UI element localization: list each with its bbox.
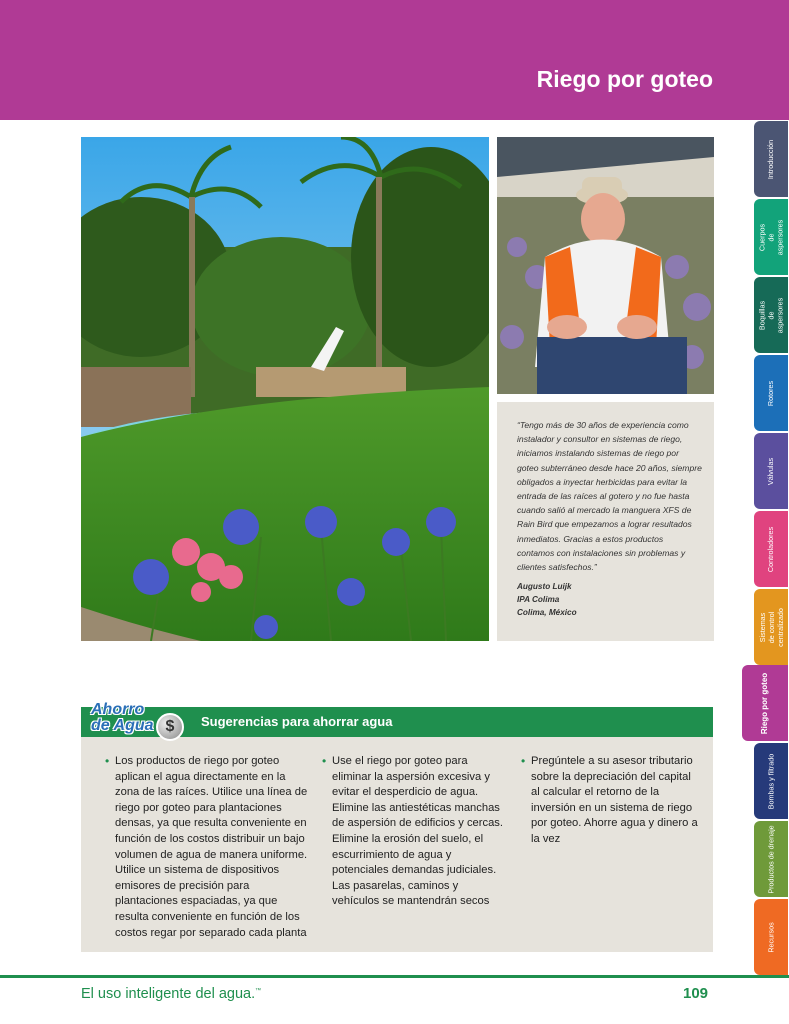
tab-sistemas-control-centralizado[interactable]: Sistemas de control centralizado [754, 589, 788, 665]
testimonial-box [497, 402, 714, 641]
testimonial-company: IPA Colima [517, 595, 560, 604]
tab-recursos[interactable]: Recursos [754, 899, 788, 975]
tab-bombas-filtrado[interactable]: Bombas y filtrado [754, 743, 788, 819]
tip-1: • Los productos de riego por goteo aplican el agua directamente en la zona de las raíces. Utilice una línea de riego por goteo para plantaciones densas, ya que resulta conveniente en función de los costos distribuir un bajo volumen de agua de manera uniforme. Utilice un sistema de dispositivos emisores de precisión para plantaciones espaciadas, ya que resulta conveniente en función de los costos regar por separado cada planta [105, 754, 308, 939]
bullet-icon: • [105, 754, 110, 768]
water-saving-section [81, 701, 713, 952]
tab-valvulas[interactable]: Válvulas [754, 433, 788, 509]
tab-boquillas-aspersores[interactable]: Boquillas de aspersores [754, 277, 788, 353]
testimonial-signature [517, 580, 577, 619]
tab-productos-drenaje[interactable]: Productos de drenaje [754, 821, 788, 897]
page-title: Riego por goteo [536, 66, 713, 92]
tab-cuerpos-aspersores[interactable]: Cuerpos de aspersores [754, 199, 788, 275]
footer-divider [0, 975, 789, 978]
page-number: 109 [683, 985, 709, 1002]
water-saving-title: Sugerencias para ahorrar agua [201, 714, 393, 729]
dollar-coin-icon: $ [156, 713, 184, 741]
tab-introduccion[interactable]: Introducción [754, 121, 788, 197]
installer-photo [497, 137, 714, 394]
testimonial-location: Colima, México [517, 608, 577, 617]
tab-riego-por-goteo[interactable]: Riego por goteo [742, 665, 788, 741]
page-header [0, 0, 789, 120]
ahorro-de-agua-logo: Ahorro de Agua $ [88, 701, 183, 745]
bullet-icon: • [521, 754, 526, 768]
footer-tagline: El uso inteligente del agua.™ [81, 986, 262, 1002]
tab-controladores[interactable]: Controladores [754, 511, 788, 587]
testimonial-text: “Tengo más de 30 años de experiencia como instalador y consultor en sistemas de riego, iniciamos instalando sistemas de riego por goteo subterráneo desde hace 20 años, siempre obligados a inyectar herbicidas para evitar la entrada de las raíces al gotero y no fue hasta cuando salió al mercado la manguera XFS de Rain Bird que empezamos a lograr resultados inmediatos. Gracias a estos productos contamos con instalaciones sin problemas y clientes satisfechos.” [517, 420, 702, 573]
tip-2: • Use el riego por goteo para eliminar la aspersión excesiva y evitar el desperdicio de agua. Elimine las antiestéticas manchas de aspersión de edificios y cercas. Elimine la erosión del suelo, el escurrimiento de agua y potenciales demandas judiciales. Las pasarelas, caminos y vehículos se mantendrán secos [322, 754, 504, 908]
tip-3: • Pregúntele a su asesor tributario sobre la depreciación del capital al calcular el retorno de la inversión en un sistema de riego por goteo. Ahorre agua y dinero a la vez [521, 754, 698, 845]
testimonial-name: Augusto Luijk [517, 582, 572, 591]
tab-rotores[interactable]: Rotores [754, 355, 788, 431]
garden-photo [81, 137, 489, 641]
bullet-icon: • [322, 754, 327, 768]
